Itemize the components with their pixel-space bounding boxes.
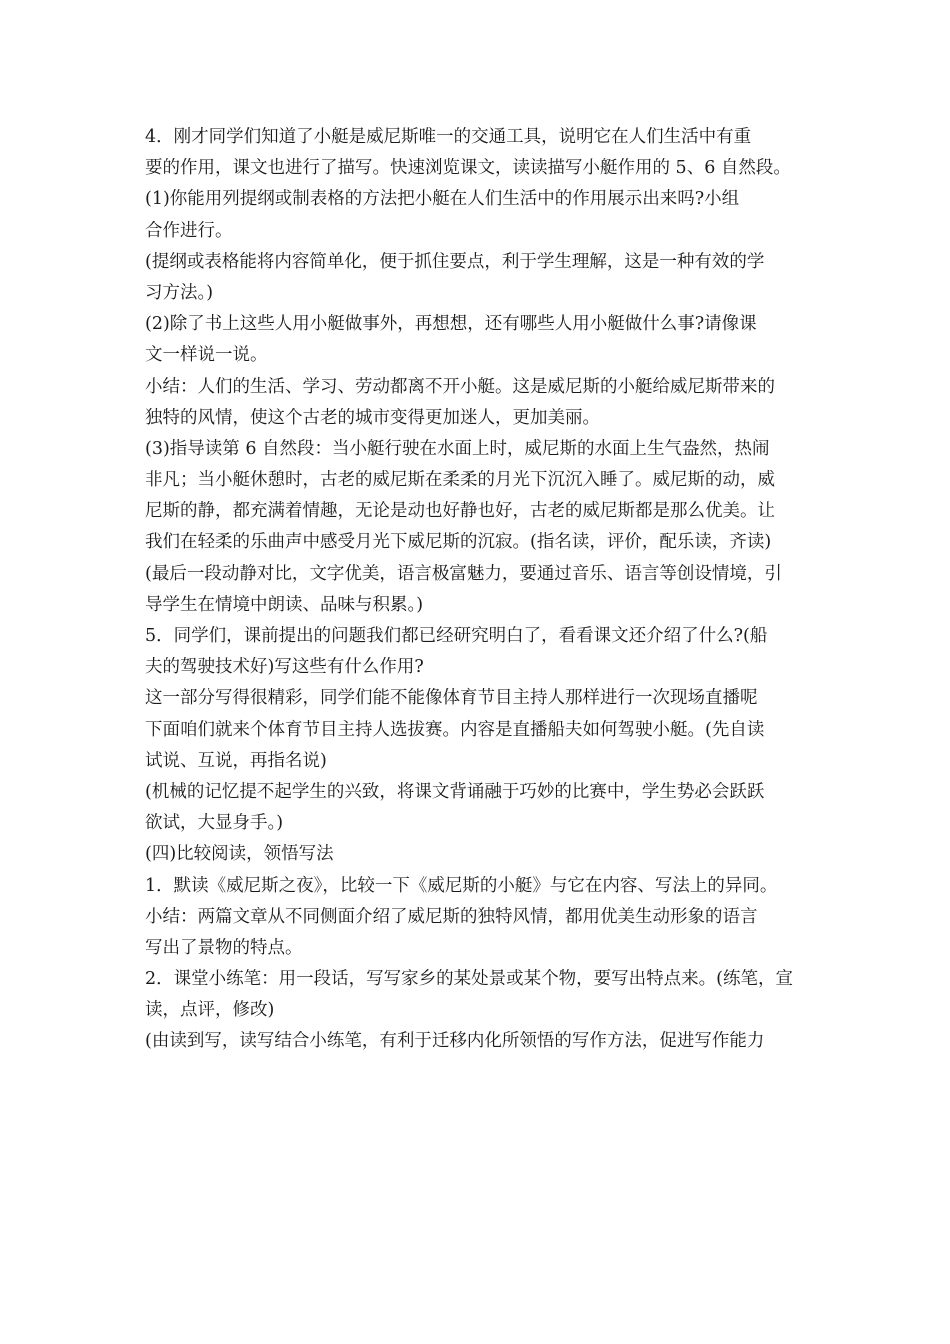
text-line: 导学生在情境中朗读、品味与积累。) [145, 594, 424, 615]
text-line: 文一样说一说。 [145, 345, 268, 366]
text-line: 下面咱们就来个体育节目主持人选拔赛。内容是直播船夫如何驾驶小艇。(先自读 [145, 719, 765, 740]
text-line: 合作进行。 [145, 220, 233, 241]
text-line: 非凡；当小艇休憩时，古老的威尼斯在柔柔的月光下沉沉入睡了。威尼斯的动，威 [145, 470, 775, 491]
document-body [145, 122, 810, 1058]
section-heading: (四)比较阅读，领悟写法 [145, 844, 334, 865]
text-line: 我们在轻柔的乐曲声中感受月光下威尼斯的沉寂。(指名读，评价，配乐读，齐读) [145, 532, 772, 553]
text-line: 4．刚才同学们知道了小艇是威尼斯唯一的交通工具，说明它在人们生活中有重 [145, 127, 752, 147]
text-line: 小结：人们的生活、学习、劳动都离不开小艇。这是威尼斯的小艇给威尼斯带来的 [145, 376, 775, 397]
text-line: 欲试，大显身手。) [145, 813, 284, 834]
text-line: 2．课堂小练笔：用一段话，写写家乡的某处景或某个物，要写出特点来。(练笔，宣 [145, 969, 793, 990]
text-line: 尼斯的静，都充满着情趣，无论是动也好静也好，古老的威尼斯都是那么优美。让 [145, 501, 775, 522]
text-line: 5．同学们，课前提出的问题我们都已经研究明白了，看看课文还介绍了什么?(船 [145, 626, 768, 646]
text-line: (3)指导读第 6 自然段：当小艇行驶在水面上时，威尼斯的水面上生气盎然，热闹 [145, 438, 770, 459]
text-line: 小结：两篇文章从不同侧面介绍了威尼斯的独特风情，都用优美生动形象的语言 [145, 906, 758, 927]
text-line: (由读到写，读写结合小练笔，有利于迁移内化所领悟的写作方法，促进写作能力 [145, 1031, 765, 1052]
text-line: 独特的风情，使这个古老的城市变得更加迷人，更加美丽。 [145, 407, 600, 428]
text-line: 要的作用，课文也进行了描写。快速浏览课文，读读描写小艇作用的 5、6 自然段。 [145, 158, 791, 179]
text-line: (机械的记忆提不起学生的兴致，将课文背诵融于巧妙的比赛中，学生势必会跃跃 [145, 781, 765, 802]
text-line: 夫的驾驶技术好)写这些有什么作用? [145, 657, 424, 678]
text-line: (最后一段动静对比，文字优美，语言极富魅力，要通过音乐、语言等创设情境，引 [145, 563, 782, 584]
text-line: 习方法。) [145, 282, 214, 303]
text-line: 写出了景物的特点。 [145, 937, 303, 958]
text-line: (提纲或表格能将内容简单化，便于抓住要点，利于学生理解，这是一种有效的学 [145, 251, 765, 272]
text-line: 这一部分写得很精彩，同学们能不能像体育节目主持人那样进行一次现场直播呢 [145, 688, 758, 709]
text-line: (2)除了书上这些人用小艇做事外，再想想，还有哪些人用小艇做什么事?请像课 [145, 314, 757, 335]
text-line: (1)你能用列提纲或制表格的方法把小艇在人们生活中的作用展示出来吗?小组 [145, 189, 740, 210]
text-line: 试说、互说，再指名说) [145, 750, 327, 771]
text-line: 读，点评，修改) [145, 1000, 275, 1021]
text-line: 1．默读《威尼斯之夜》，比较一下《威尼斯的小艇》与它在内容、写法上的异同。 [145, 875, 778, 896]
